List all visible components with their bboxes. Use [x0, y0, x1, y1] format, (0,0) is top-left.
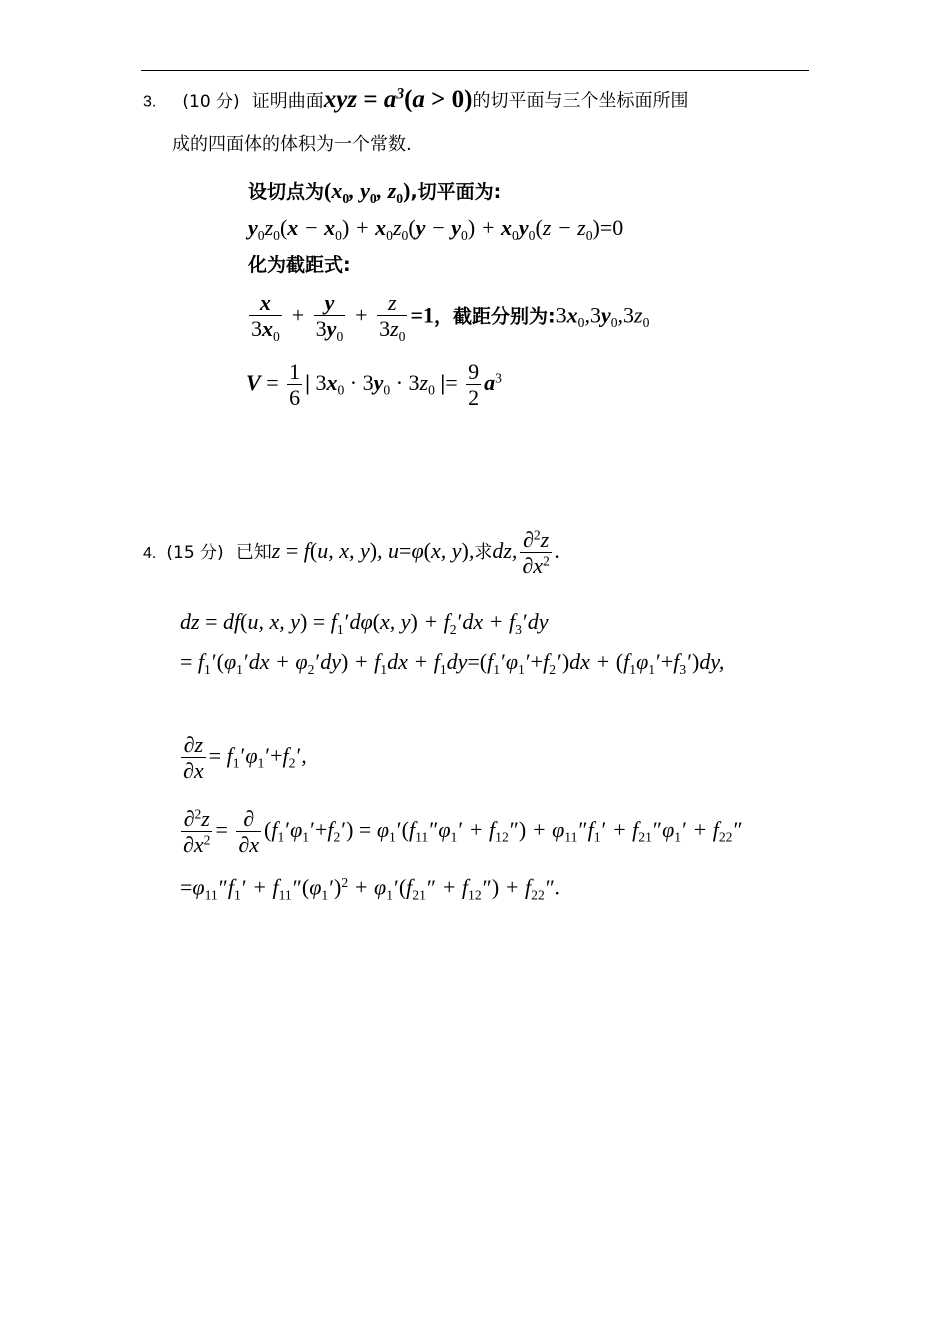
problem-4-number: 4. — [143, 544, 157, 562]
total-differential-line-1: dz = df(u, x, $y) = f_1'd\varphi(x$, $y) + f_2'dx + f_3'dy$ — [180, 609, 549, 637]
solution-3-intercept-form-label: 化为截距式: — [248, 254, 351, 276]
tangent-plane-equation: $y_0z_0(x - x_0) + x_0z_0(y - y_0) + x_0y_0(z - z_0)=0$ — [248, 215, 624, 243]
problem-3-number: 3. — [143, 93, 157, 111]
problem-4-find: 求 — [474, 541, 493, 563]
problem-3-prompt-before: 证明曲面 — [251, 90, 324, 112]
problem-4-points: (15 分) — [166, 542, 224, 563]
problem-3-prompt-line2: 成的四面体的体积为一个常数. — [172, 134, 412, 155]
surface-equation: xyz = $a^3(a > 0)$ — [323, 85, 473, 113]
top-rule — [141, 70, 809, 71]
problem-3-prompt-after: 的切平面与三个坐标面所围 — [472, 90, 689, 112]
second-partial-derivative-line-1: $\frac{\partial^2z}{\partial x^2}$ = $\frac{\partial}{\partial x}$ $(f_1'\varphi_1'+f_2') = \varphi_1'(f_{11}''\varphi_1' + f_{12}'') + \varphi_{11}''f_1' + f_{21}''\varphi_1' + f_{22}''$ — [183, 806, 743, 858]
solution-3-tangent-point-label: 设切点为 — [248, 181, 325, 203]
solution-3-line-1: 设切点为($x_0$, $y_0$, $z_0$),切平面为: — [248, 178, 502, 206]
first-partial-derivative: $\frac{\partial z}{\partial x}$ = $f_1'\varphi_1'+f_2'$, — [183, 732, 307, 784]
solution-3-intercept-label: 截距分别为: — [453, 305, 556, 328]
total-differential-line-2: = $f_1'(\varphi_1'dx + \varphi_2'dy) + f_1dx + f_1dy=(f_1'\varphi_1'+f_2')dx + (f_1\varphi_1'+f_3')dy$, — [180, 649, 725, 677]
second-partial-derivative-line-2: $=\varphi_{11}''f_1' + f_{11}''(\varphi_1')^2 + \varphi_1'(f_{21}'' + f_{12}'') + f_{22}''$. — [180, 874, 561, 903]
problem-4-known: 已知 — [235, 541, 272, 563]
problem-4-statement: 4. (15 分) 已知z = f(u, x, y), u=φ(x, y),求dz, $\frac{\partial^2z}{\partial x^2}$ . — [143, 527, 561, 579]
problem-3-points: (10 分) — [182, 91, 240, 112]
solution-3-tangent-plane-label: ,切平面为: — [410, 181, 502, 203]
problem-3-statement — [143, 86, 688, 112]
volume-equation: V = $\frac{1}{6}$ | $3x_0 \cdot 3y_0 \cdot 3z_0$ |= $\frac{9}{2}$ $a^3$ — [246, 359, 502, 411]
intercept-form-equation: $\frac{x}{3x_0}$ + $\frac{y}{3y_0}$ + $\frac{z}{3z_0}$ =1，截距分别为$:3x_0,3y_0,3z_0$ — [251, 290, 650, 345]
